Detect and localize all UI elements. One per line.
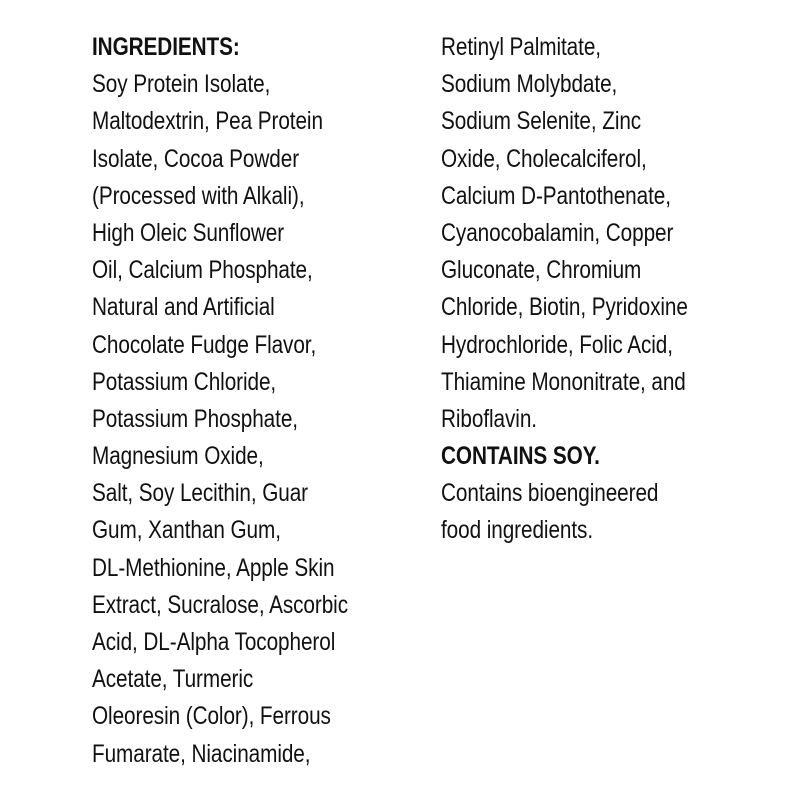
ingredients-right-column: [441, 29, 738, 550]
ingredient-line: Riboflavin.: [441, 404, 537, 433]
bioengineered-line: food ingredients.: [441, 516, 594, 545]
ingredient-line: Chocolate Fudge Flavor,: [92, 330, 317, 359]
ingredient-line: Oil, Calcium Phosphate,: [92, 256, 313, 285]
ingredient-line: Natural and Artificial: [92, 293, 275, 322]
ingredient-line: Cyanocobalamin, Copper: [441, 218, 674, 247]
ingredient-line: Acetate, Turmeric: [92, 665, 254, 694]
ingredient-line: High Oleic Sunflower: [92, 218, 285, 247]
ingredient-line: Magnesium Oxide,: [92, 442, 264, 471]
ingredient-line: Soy Protein Isolate,: [92, 70, 271, 99]
ingredient-line: Salt, Soy Lecithin, Guar: [92, 479, 309, 508]
ingredients-heading: INGREDIENTS:: [92, 33, 240, 61]
ingredient-line: Acid, DL-Alpha Tocopherol: [92, 628, 336, 656]
ingredient-line: DL-Methionine, Apple Skin: [92, 553, 335, 582]
ingredient-line: Potassium Phosphate,: [92, 404, 298, 433]
ingredient-line: Gluconate, Chromium: [441, 256, 642, 285]
ingredient-line: Potassium Chloride,: [92, 367, 277, 396]
ingredient-line: Hydrochloride, Folic Acid,: [441, 330, 673, 359]
ingredients-left-column: [92, 29, 400, 773]
ingredient-line: Sodium Molybdate,: [441, 70, 618, 99]
ingredient-line: Fumarate, Niacinamide,: [92, 739, 311, 768]
ingredient-line: Extract, Sucralose, Ascorbic: [92, 590, 349, 619]
ingredient-line: Chloride, Biotin, Pyridoxine: [441, 293, 688, 322]
ingredient-line: Gum, Xanthan Gum,: [92, 516, 281, 545]
ingredient-line: Oxide, Cholecalciferol,: [441, 144, 647, 173]
ingredient-line: Thiamine Mononitrate, and: [441, 367, 686, 396]
ingredient-line: Maltodextrin, Pea Protein: [92, 107, 323, 136]
ingredient-line: Retinyl Palmitate,: [441, 33, 601, 61]
ingredient-line: Isolate, Cocoa Powder: [92, 144, 300, 173]
allergen-statement: CONTAINS SOY.: [441, 442, 600, 471]
ingredient-line: Sodium Selenite, Zinc: [441, 107, 642, 136]
ingredient-line: Calcium D-Pantothenate,: [441, 181, 671, 210]
ingredient-line: (Processed with Alkali),: [92, 181, 305, 210]
ingredient-line: Oleoresin (Color), Ferrous: [92, 702, 331, 731]
bioengineered-line: Contains bioengineered: [441, 479, 659, 508]
